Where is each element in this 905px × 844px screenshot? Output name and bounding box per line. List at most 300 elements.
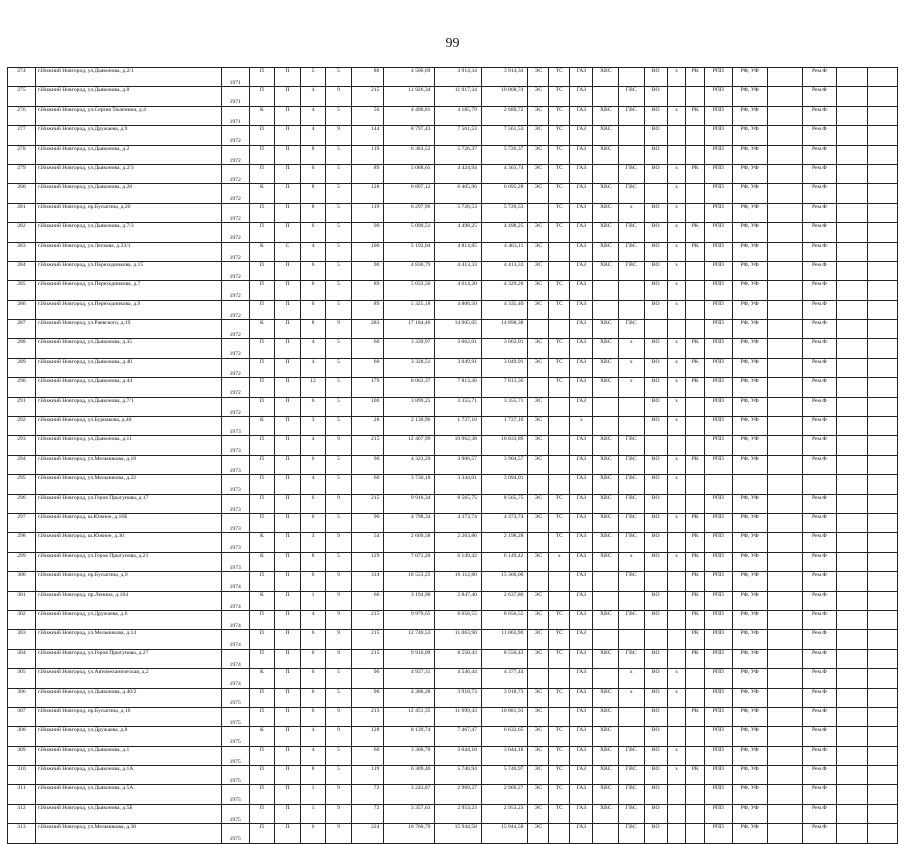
cell-stove-type: РПП xyxy=(704,552,732,571)
cell-apartments: 314 xyxy=(351,572,384,591)
cell-entrances: 6 xyxy=(300,261,326,280)
cell-living-area: 3 918,73 xyxy=(435,688,481,707)
table-row xyxy=(8,746,898,765)
cell-entrances: 5 xyxy=(300,68,326,87)
cell-address: г.Нижний Новгород, ул.Переходникова, д.9 xyxy=(35,300,221,319)
cell-cold-water xyxy=(593,417,619,436)
cell-repair-fund-type: Рем.Ф xyxy=(802,397,837,416)
cell-wall-material: П xyxy=(249,494,275,513)
cell-wall-material: П xyxy=(249,203,275,222)
cell-garbage-chute: РК xyxy=(686,707,705,726)
cell-extra-3 xyxy=(867,766,897,785)
cell-roof-type: П xyxy=(275,358,301,377)
cell-bath: х xyxy=(667,106,686,125)
cell-heating: ТС xyxy=(549,68,570,87)
cell-residential-area: 1 737,10 xyxy=(481,417,527,436)
cell-repair-fund-type: Рем.Ф xyxy=(802,727,837,746)
cell-gas: ГАЗ xyxy=(570,649,593,668)
cell-repair-fund-type: Рем.Ф xyxy=(802,87,837,106)
table-row xyxy=(8,533,898,552)
cell-total-area: 9 916,09 xyxy=(384,649,435,668)
cell-extra-2 xyxy=(837,591,867,610)
cell-repair-fund-type xyxy=(802,475,837,494)
cell-garbage-chute xyxy=(686,300,705,319)
cell-living-area: 5 726,53 xyxy=(435,203,481,222)
cell-row-number: 291 xyxy=(8,397,36,416)
cell-living-area: 2 847,40 xyxy=(435,591,481,610)
cell-apartments: 90 xyxy=(351,261,384,280)
cell-cold-water: ХВС xyxy=(593,106,619,125)
cell-wall-material: П xyxy=(249,281,275,300)
cell-gas: ГАЗ xyxy=(570,281,593,300)
cell-hot-water: ГВС xyxy=(619,513,645,532)
cell-bath xyxy=(667,126,686,145)
cell-total-area: 4 830,79 xyxy=(384,261,435,280)
cell-repair-funds: РФ, УФ xyxy=(732,261,767,280)
cell-repair-funds: РФ, УФ xyxy=(732,397,767,416)
cell-extra-1 xyxy=(767,87,802,106)
cell-floors: 5 xyxy=(326,261,352,280)
cell-stove-type: РПП xyxy=(704,358,732,377)
cell-cold-water: ХВС xyxy=(593,126,619,145)
cell-bath xyxy=(667,436,686,455)
cell-roof-type: П xyxy=(275,68,301,87)
cell-residential-area: 5 726,37 xyxy=(481,145,527,164)
cell-sewerage: ВО xyxy=(644,746,667,765)
cell-row-number: 274 xyxy=(8,68,36,87)
cell-roof-type: П xyxy=(275,184,301,203)
cell-year: 1972 xyxy=(221,145,249,164)
cell-repair-fund-type: Рем.Ф xyxy=(802,339,837,358)
cell-gas: ГАЗ xyxy=(570,727,593,746)
cell-bath: х xyxy=(667,455,686,474)
cell-roof-type: П xyxy=(275,533,301,552)
cell-bath: х xyxy=(667,766,686,785)
cell-entrances: 8 xyxy=(300,320,326,339)
cell-hot-water: х xyxy=(619,378,645,397)
cell-heating xyxy=(549,824,570,843)
cell-year: 1973 xyxy=(221,533,249,552)
cell-entrances: 8 xyxy=(300,184,326,203)
cell-cold-water: ХВС xyxy=(593,475,619,494)
cell-living-area: 3 044,18 xyxy=(435,746,481,765)
cell-extra-3 xyxy=(867,417,897,436)
cell-year: 1972 xyxy=(221,242,249,261)
cell-floors: 5 xyxy=(326,106,352,125)
cell-extra-3 xyxy=(867,455,897,474)
cell-apartments: 213 xyxy=(351,707,384,726)
cell-extra-3 xyxy=(867,649,897,668)
table-row xyxy=(8,436,898,455)
cell-sewerage: ВО xyxy=(644,455,667,474)
cell-wall-material: П xyxy=(249,824,275,843)
cell-floors: 9 xyxy=(326,727,352,746)
cell-apartments: 283 xyxy=(351,320,384,339)
cell-roof-type: П xyxy=(275,145,301,164)
cell-extra-2 xyxy=(837,126,867,145)
cell-total-area: 18 760,79 xyxy=(384,824,435,843)
cell-extra-1 xyxy=(767,106,802,125)
cell-entrances: 6 xyxy=(300,707,326,726)
cell-address: г.Нижний Новгород, ул.Бурнакова, д.40 xyxy=(35,417,221,436)
cell-sewerage: ВО xyxy=(644,223,667,242)
cell-heating: ТС xyxy=(549,533,570,552)
cell-bath: х xyxy=(667,552,686,571)
cell-electricity: ЭС xyxy=(528,455,549,474)
cell-garbage-chute xyxy=(686,688,705,707)
cell-row-number: 298 xyxy=(8,533,36,552)
cell-living-area: 4 373,74 xyxy=(435,513,481,532)
cell-electricity xyxy=(528,203,549,222)
cell-heating xyxy=(549,591,570,610)
cell-bath xyxy=(667,87,686,106)
cell-hot-water: ГВС xyxy=(619,649,645,668)
table-body xyxy=(8,68,898,844)
cell-floors: 9 xyxy=(326,572,352,591)
cell-wall-material: П xyxy=(249,126,275,145)
cell-garbage-chute: РК xyxy=(686,630,705,649)
cell-entrances: 6 xyxy=(300,630,326,649)
cell-stove-type: РПП xyxy=(704,184,732,203)
table-row xyxy=(8,223,898,242)
cell-year: 1974 xyxy=(221,630,249,649)
cell-hot-water: х xyxy=(619,339,645,358)
cell-bath: х xyxy=(667,475,686,494)
table-row xyxy=(8,261,898,280)
cell-extra-3 xyxy=(867,106,897,125)
cell-address: г.Нижний Новгород, ул.Автомеханическая, д.2 xyxy=(35,669,221,688)
cell-repair-fund-type: Рем.Ф xyxy=(802,68,837,87)
cell-living-area: 10 962,38 xyxy=(435,436,481,455)
cell-roof-type: П xyxy=(275,804,301,823)
cell-stove-type: РПП xyxy=(704,513,732,532)
cell-residential-area: 2 953,23 xyxy=(481,804,527,823)
cell-garbage-chute: РК xyxy=(686,610,705,629)
cell-apartments: 215 xyxy=(351,649,384,668)
cell-year: 1973 xyxy=(221,552,249,571)
cell-address: г.Нижний Новгород, ул.Переходникова, д.7 xyxy=(35,281,221,300)
cell-cold-water: ХВС xyxy=(593,184,619,203)
cell-bath: х xyxy=(667,203,686,222)
cell-entrances: 6 xyxy=(300,824,326,843)
cell-residential-area: 4 498,25 xyxy=(481,223,527,242)
cell-extra-2 xyxy=(837,824,867,843)
cell-address: г.Нижний Новгород, ул.Дьяконова, д.35 xyxy=(35,339,221,358)
table-row xyxy=(8,126,898,145)
cell-heating: ТС xyxy=(549,164,570,183)
cell-address: г.Нижний Новгород, ул.Раевского, д.19 xyxy=(35,320,221,339)
cell-bath xyxy=(667,649,686,668)
cell-bath: х xyxy=(667,184,686,203)
cell-roof-type: П xyxy=(275,417,301,436)
cell-entrances: 4 xyxy=(300,436,326,455)
cell-extra-2 xyxy=(837,455,867,474)
cell-extra-2 xyxy=(837,242,867,261)
cell-hot-water xyxy=(619,417,645,436)
cell-heating xyxy=(549,242,570,261)
cell-floors: 5 xyxy=(326,688,352,707)
cell-bath: х xyxy=(667,378,686,397)
cell-bath xyxy=(667,320,686,339)
cell-stove-type: РПП xyxy=(704,785,732,804)
cell-floors: 9 xyxy=(326,824,352,843)
cell-living-area: 7 467,47 xyxy=(435,727,481,746)
cell-floors: 9 xyxy=(326,707,352,726)
cell-garbage-chute xyxy=(686,281,705,300)
cell-roof-type: П xyxy=(275,572,301,591)
cell-apartments: 119 xyxy=(351,766,384,785)
cell-bath: х xyxy=(667,358,686,377)
cell-electricity: ЭС xyxy=(528,824,549,843)
cell-address: г.Нижний Новгород, ул.Дьяконова, д.8 xyxy=(35,87,221,106)
cell-row-number: 304 xyxy=(8,649,36,668)
cell-wall-material: П xyxy=(249,261,275,280)
cell-heating xyxy=(549,669,570,688)
cell-cold-water: ХВС xyxy=(593,552,619,571)
cell-apartments: 56 xyxy=(351,106,384,125)
cell-address: г.Нижний Новгород, ш.Южное, д.16Б xyxy=(35,513,221,532)
cell-wall-material: П xyxy=(249,145,275,164)
cell-bath xyxy=(667,494,686,513)
cell-row-number: 308 xyxy=(8,727,36,746)
cell-gas: ГАЗ xyxy=(570,164,593,183)
cell-year: 1975 xyxy=(221,804,249,823)
cell-entrances: 4 xyxy=(300,126,326,145)
cell-address: г.Нижний Новгород, ул.Дружаева, д.6 xyxy=(35,610,221,629)
cell-garbage-chute xyxy=(686,669,705,688)
cell-apartments: 215 xyxy=(351,87,384,106)
cell-gas: ГАЗ xyxy=(570,746,593,765)
cell-floors: 9 xyxy=(326,649,352,668)
cell-row-number: 310 xyxy=(8,766,36,785)
cell-year: 1975 xyxy=(221,707,249,726)
cell-electricity: ЭС xyxy=(528,746,549,765)
cell-garbage-chute xyxy=(686,184,705,203)
cell-gas: ГАЗ xyxy=(570,630,593,649)
cell-floors: 5 xyxy=(326,475,352,494)
cell-bath: х xyxy=(667,242,686,261)
cell-living-area: 7 813,36 xyxy=(435,378,481,397)
cell-roof-type: П xyxy=(275,610,301,629)
cell-residential-area: 4 373,74 xyxy=(481,513,527,532)
cell-wall-material: К xyxy=(249,669,275,688)
cell-residential-area: 14 898,38 xyxy=(481,320,527,339)
cell-extra-2 xyxy=(837,475,867,494)
cell-total-area: 12 467,99 xyxy=(384,436,435,455)
cell-year: 1972 xyxy=(221,378,249,397)
cell-repair-fund-type: Рем.Ф xyxy=(802,552,837,571)
table-row xyxy=(8,300,898,319)
cell-row-number: 309 xyxy=(8,746,36,765)
cell-repair-funds: РФ, УФ xyxy=(732,533,767,552)
cell-living-area: 1 737,10 xyxy=(435,417,481,436)
cell-stove-type: РПП xyxy=(704,281,732,300)
cell-repair-funds: РФ, УФ xyxy=(732,417,767,436)
cell-apartments: 215 xyxy=(351,436,384,455)
cell-entrances: 8 xyxy=(300,766,326,785)
cell-cold-water: ХВС xyxy=(593,610,619,629)
cell-roof-type: П xyxy=(275,397,301,416)
cell-stove-type: РПП xyxy=(704,242,732,261)
cell-bath: х xyxy=(667,746,686,765)
cell-year: 1972 xyxy=(221,300,249,319)
cell-entrances: 4 xyxy=(300,87,326,106)
cell-repair-funds: РФ, УФ xyxy=(732,785,767,804)
cell-electricity: ЭС xyxy=(528,436,549,455)
cell-cold-water: ХВС xyxy=(593,436,619,455)
cell-living-area: 3 049,91 xyxy=(435,358,481,377)
cell-row-number: 285 xyxy=(8,281,36,300)
cell-extra-1 xyxy=(767,378,802,397)
cell-row-number: 290 xyxy=(8,378,36,397)
table-row xyxy=(8,707,898,726)
cell-living-area: 14 905,05 xyxy=(435,320,481,339)
cell-total-area: 4 323,29 xyxy=(384,455,435,474)
cell-cold-water xyxy=(593,572,619,591)
cell-entrances: 3 xyxy=(300,417,326,436)
cell-extra-3 xyxy=(867,164,897,183)
cell-hot-water xyxy=(619,145,645,164)
cell-residential-area: 2 689,72 xyxy=(481,106,527,125)
cell-extra-2 xyxy=(837,203,867,222)
cell-entrances: 4 xyxy=(300,339,326,358)
cell-garbage-chute: РК xyxy=(686,339,705,358)
cell-stove-type: РПП xyxy=(704,203,732,222)
cell-gas: ГАЗ xyxy=(570,572,593,591)
cell-extra-1 xyxy=(767,746,802,765)
cell-repair-fund-type: Рем.Ф xyxy=(802,164,837,183)
cell-total-area: 12 740,53 xyxy=(384,630,435,649)
cell-total-area: 5 325,18 xyxy=(384,300,435,319)
cell-row-number: 275 xyxy=(8,87,36,106)
cell-bath xyxy=(667,572,686,591)
cell-extra-2 xyxy=(837,533,867,552)
cell-extra-3 xyxy=(867,68,897,87)
cell-repair-funds: РФ, УФ xyxy=(732,300,767,319)
cell-cold-water: ХВС xyxy=(593,378,619,397)
cell-bath: х xyxy=(667,688,686,707)
cell-wall-material: К xyxy=(249,417,275,436)
cell-heating: ТС xyxy=(549,766,570,785)
cell-stove-type: РПП xyxy=(704,707,732,726)
cell-repair-funds: РФ, УФ xyxy=(732,630,767,649)
cell-apartments: 90 xyxy=(351,455,384,474)
cell-residential-area: 11 063,90 xyxy=(481,630,527,649)
cell-heating: ТС xyxy=(549,804,570,823)
cell-stove-type: РПП xyxy=(704,339,732,358)
cell-floors: 9 xyxy=(326,320,352,339)
cell-bath xyxy=(667,824,686,843)
cell-repair-funds: РФ, УФ xyxy=(732,223,767,242)
cell-gas: ГАЗ xyxy=(570,203,593,222)
cell-residential-area: 3 914,34 xyxy=(481,68,527,87)
cell-stove-type: РПП xyxy=(704,688,732,707)
cell-garbage-chute xyxy=(686,320,705,339)
cell-floors: 5 xyxy=(326,300,352,319)
cell-heating: ТС xyxy=(549,649,570,668)
cell-total-area: 3 328,51 xyxy=(384,358,435,377)
cell-heating xyxy=(549,455,570,474)
cell-sewerage: ВО xyxy=(644,785,667,804)
cell-stove-type: РПП xyxy=(704,87,732,106)
cell-living-area: 2 953,23 xyxy=(435,804,481,823)
cell-roof-type: П xyxy=(275,203,301,222)
cell-year: 1974 xyxy=(221,649,249,668)
cell-repair-funds: РФ, УФ xyxy=(732,552,767,571)
cell-repair-fund-type: Рем.Ф xyxy=(802,106,837,125)
cell-cold-water: ХВС xyxy=(593,513,619,532)
cell-residential-area: 10 833,89 xyxy=(481,436,527,455)
cell-extra-2 xyxy=(837,300,867,319)
cell-cold-water: ХВС xyxy=(593,688,619,707)
cell-apartments: 215 xyxy=(351,630,384,649)
cell-row-number: 311 xyxy=(8,785,36,804)
cell-address: г.Нижний Новгород, ул.Сергея Тюленина, д.4 xyxy=(35,106,221,125)
table-row xyxy=(8,184,898,203)
cell-extra-2 xyxy=(837,358,867,377)
cell-extra-1 xyxy=(767,68,802,87)
cell-floors: 5 xyxy=(326,552,352,571)
cell-roof-type: П xyxy=(275,87,301,106)
cell-extra-1 xyxy=(767,164,802,183)
cell-hot-water: ГВС xyxy=(619,533,645,552)
cell-extra-1 xyxy=(767,281,802,300)
cell-extra-2 xyxy=(837,378,867,397)
cell-cold-water: ХВС xyxy=(593,339,619,358)
cell-floors: 5 xyxy=(326,513,352,532)
cell-residential-area: 5 726,53 xyxy=(481,203,527,222)
cell-repair-funds: РФ, УФ xyxy=(732,455,767,474)
cell-extra-1 xyxy=(767,126,802,145)
cell-wall-material: П xyxy=(249,610,275,629)
cell-total-area: 11 926,34 xyxy=(384,87,435,106)
cell-repair-funds: РФ, УФ xyxy=(732,203,767,222)
cell-residential-area: 3 049,91 xyxy=(481,358,527,377)
cell-wall-material: П xyxy=(249,378,275,397)
cell-bath: х xyxy=(667,339,686,358)
cell-cold-water: ХВС xyxy=(593,145,619,164)
cell-total-area: 8 797,43 xyxy=(384,126,435,145)
table-row xyxy=(8,203,898,222)
cell-year: 1972 xyxy=(221,223,249,242)
cell-residential-area: 3 904,57 xyxy=(481,455,527,474)
cell-stove-type: РПП xyxy=(704,397,732,416)
cell-repair-funds: РФ, УФ xyxy=(732,126,767,145)
cell-entrances: 8 xyxy=(300,203,326,222)
table-row xyxy=(8,339,898,358)
cell-extra-3 xyxy=(867,378,897,397)
cell-residential-area: 4 329,20 xyxy=(481,281,527,300)
cell-row-number: 292 xyxy=(8,417,36,436)
cell-heating: ТС xyxy=(549,339,570,358)
cell-garbage-chute xyxy=(686,87,705,106)
cell-repair-fund-type: Рем.Ф xyxy=(802,300,837,319)
cell-heating: ТС xyxy=(549,126,570,145)
cell-extra-2 xyxy=(837,746,867,765)
cell-entrances: 1 xyxy=(300,804,326,823)
cell-wall-material: П xyxy=(249,358,275,377)
cell-roof-type: П xyxy=(275,766,301,785)
cell-entrances: 4 xyxy=(300,475,326,494)
cell-apartments: 90 xyxy=(351,688,384,707)
cell-hot-water xyxy=(619,707,645,726)
cell-garbage-chute xyxy=(686,475,705,494)
cell-hot-water: х xyxy=(619,358,645,377)
cell-roof-type: П xyxy=(275,261,301,280)
table-row xyxy=(8,552,898,571)
cell-extra-1 xyxy=(767,300,802,319)
cell-sewerage: ВО xyxy=(644,339,667,358)
